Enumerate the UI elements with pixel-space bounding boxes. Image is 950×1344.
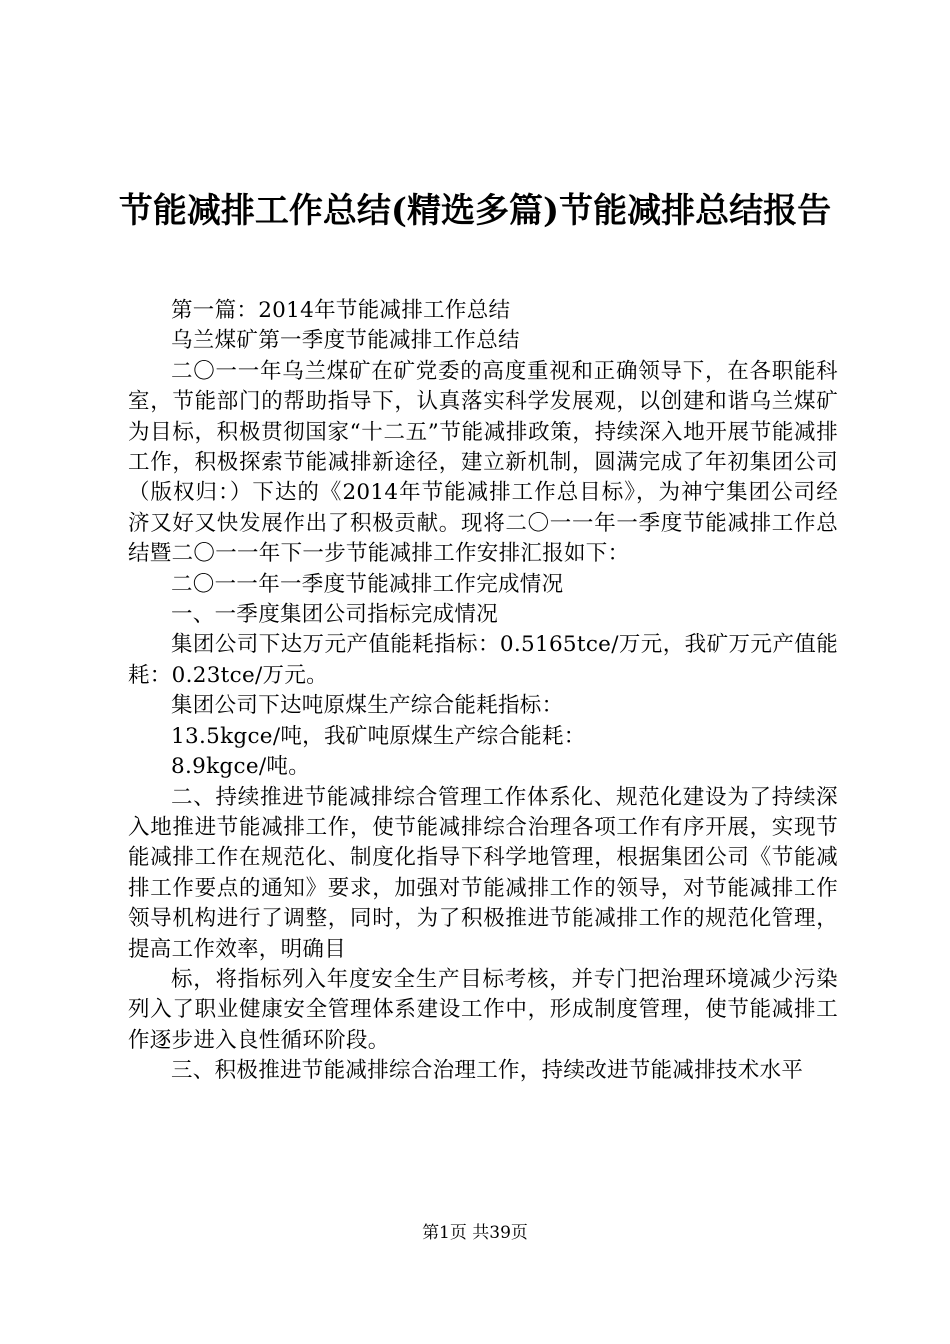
body-paragraph: 13.5kgce/吨，我矿吨原煤生产综合能耗： xyxy=(171,723,586,749)
body-paragraph: 二〇一一年乌兰煤矿在矿党委的高度重视和正确领导下，在各职能科室，节能部门的帮助指导下，认真落实科学发展观，以创建和谐乌兰煤矿为目标，积极贯彻国家“十二五”节能减排政策，持续深入地开展节能减排工作，积极探索节能减排新途径，建立新机制，圆满完成了年初集团公司（版权归：）下达的《2014年节能减排工作总目标》，为神宁集团公司经济又好又快发展作出了积极贡献。现将二〇一一年一季度节能减排工作总结暨二〇一一年下一步节能减排工作安排汇报如下： xyxy=(128,358,838,567)
body-paragraph: 标，将指标列入年度安全生产目标考核，并专门把治理环境减少污染列入了职业健康安全管理体系建设工作中，形成制度管理，使节能减排工作逐步进入良性循环阶段。 xyxy=(128,966,838,1053)
body-paragraph: 8.9kgce/吨。 xyxy=(171,754,310,780)
subsection-heading: 乌兰煤矿第一季度节能减排工作总结 xyxy=(171,328,520,354)
document-title: 节能减排工作总结(精选多篇)节能减排总结报告 xyxy=(118,191,832,231)
body-paragraph: 集团公司下达吨原煤生产综合能耗指标： xyxy=(171,693,564,719)
section-heading: 第一篇：2014年节能减排工作总结 xyxy=(171,298,511,323)
body-paragraph: 三、积极推进节能减排综合治理工作，持续改进节能减排技术水平 xyxy=(171,1058,804,1084)
body-paragraph: 集团公司下达万元产值能耗指标：0.5165tce/万元，我矿万元产值能耗：0.23tce/万元。 xyxy=(128,632,838,688)
document-body xyxy=(128,296,838,1087)
body-paragraph: 二〇一一年一季度节能减排工作完成情况 xyxy=(171,571,564,597)
body-paragraph: 一、一季度集团公司指标完成情况 xyxy=(171,602,499,628)
page-number: 第1页 共39页 xyxy=(422,1223,528,1243)
body-paragraph: 二、持续推进节能减排综合管理工作体系化、规范化建设为了持续深入地推进节能减排工作，使节能减排综合治理各项工作有序开展，实现节能减排工作在规范化、制度化指导下科学地管理，根据集团公司《节能减排工作要点的通知》要求，加强对节能减排工作的领导，对节能减排工作领导机构进行了调整，同时，为了积极推进节能减排工作的规范化管理，提高工作效率，明确目 xyxy=(128,784,838,962)
